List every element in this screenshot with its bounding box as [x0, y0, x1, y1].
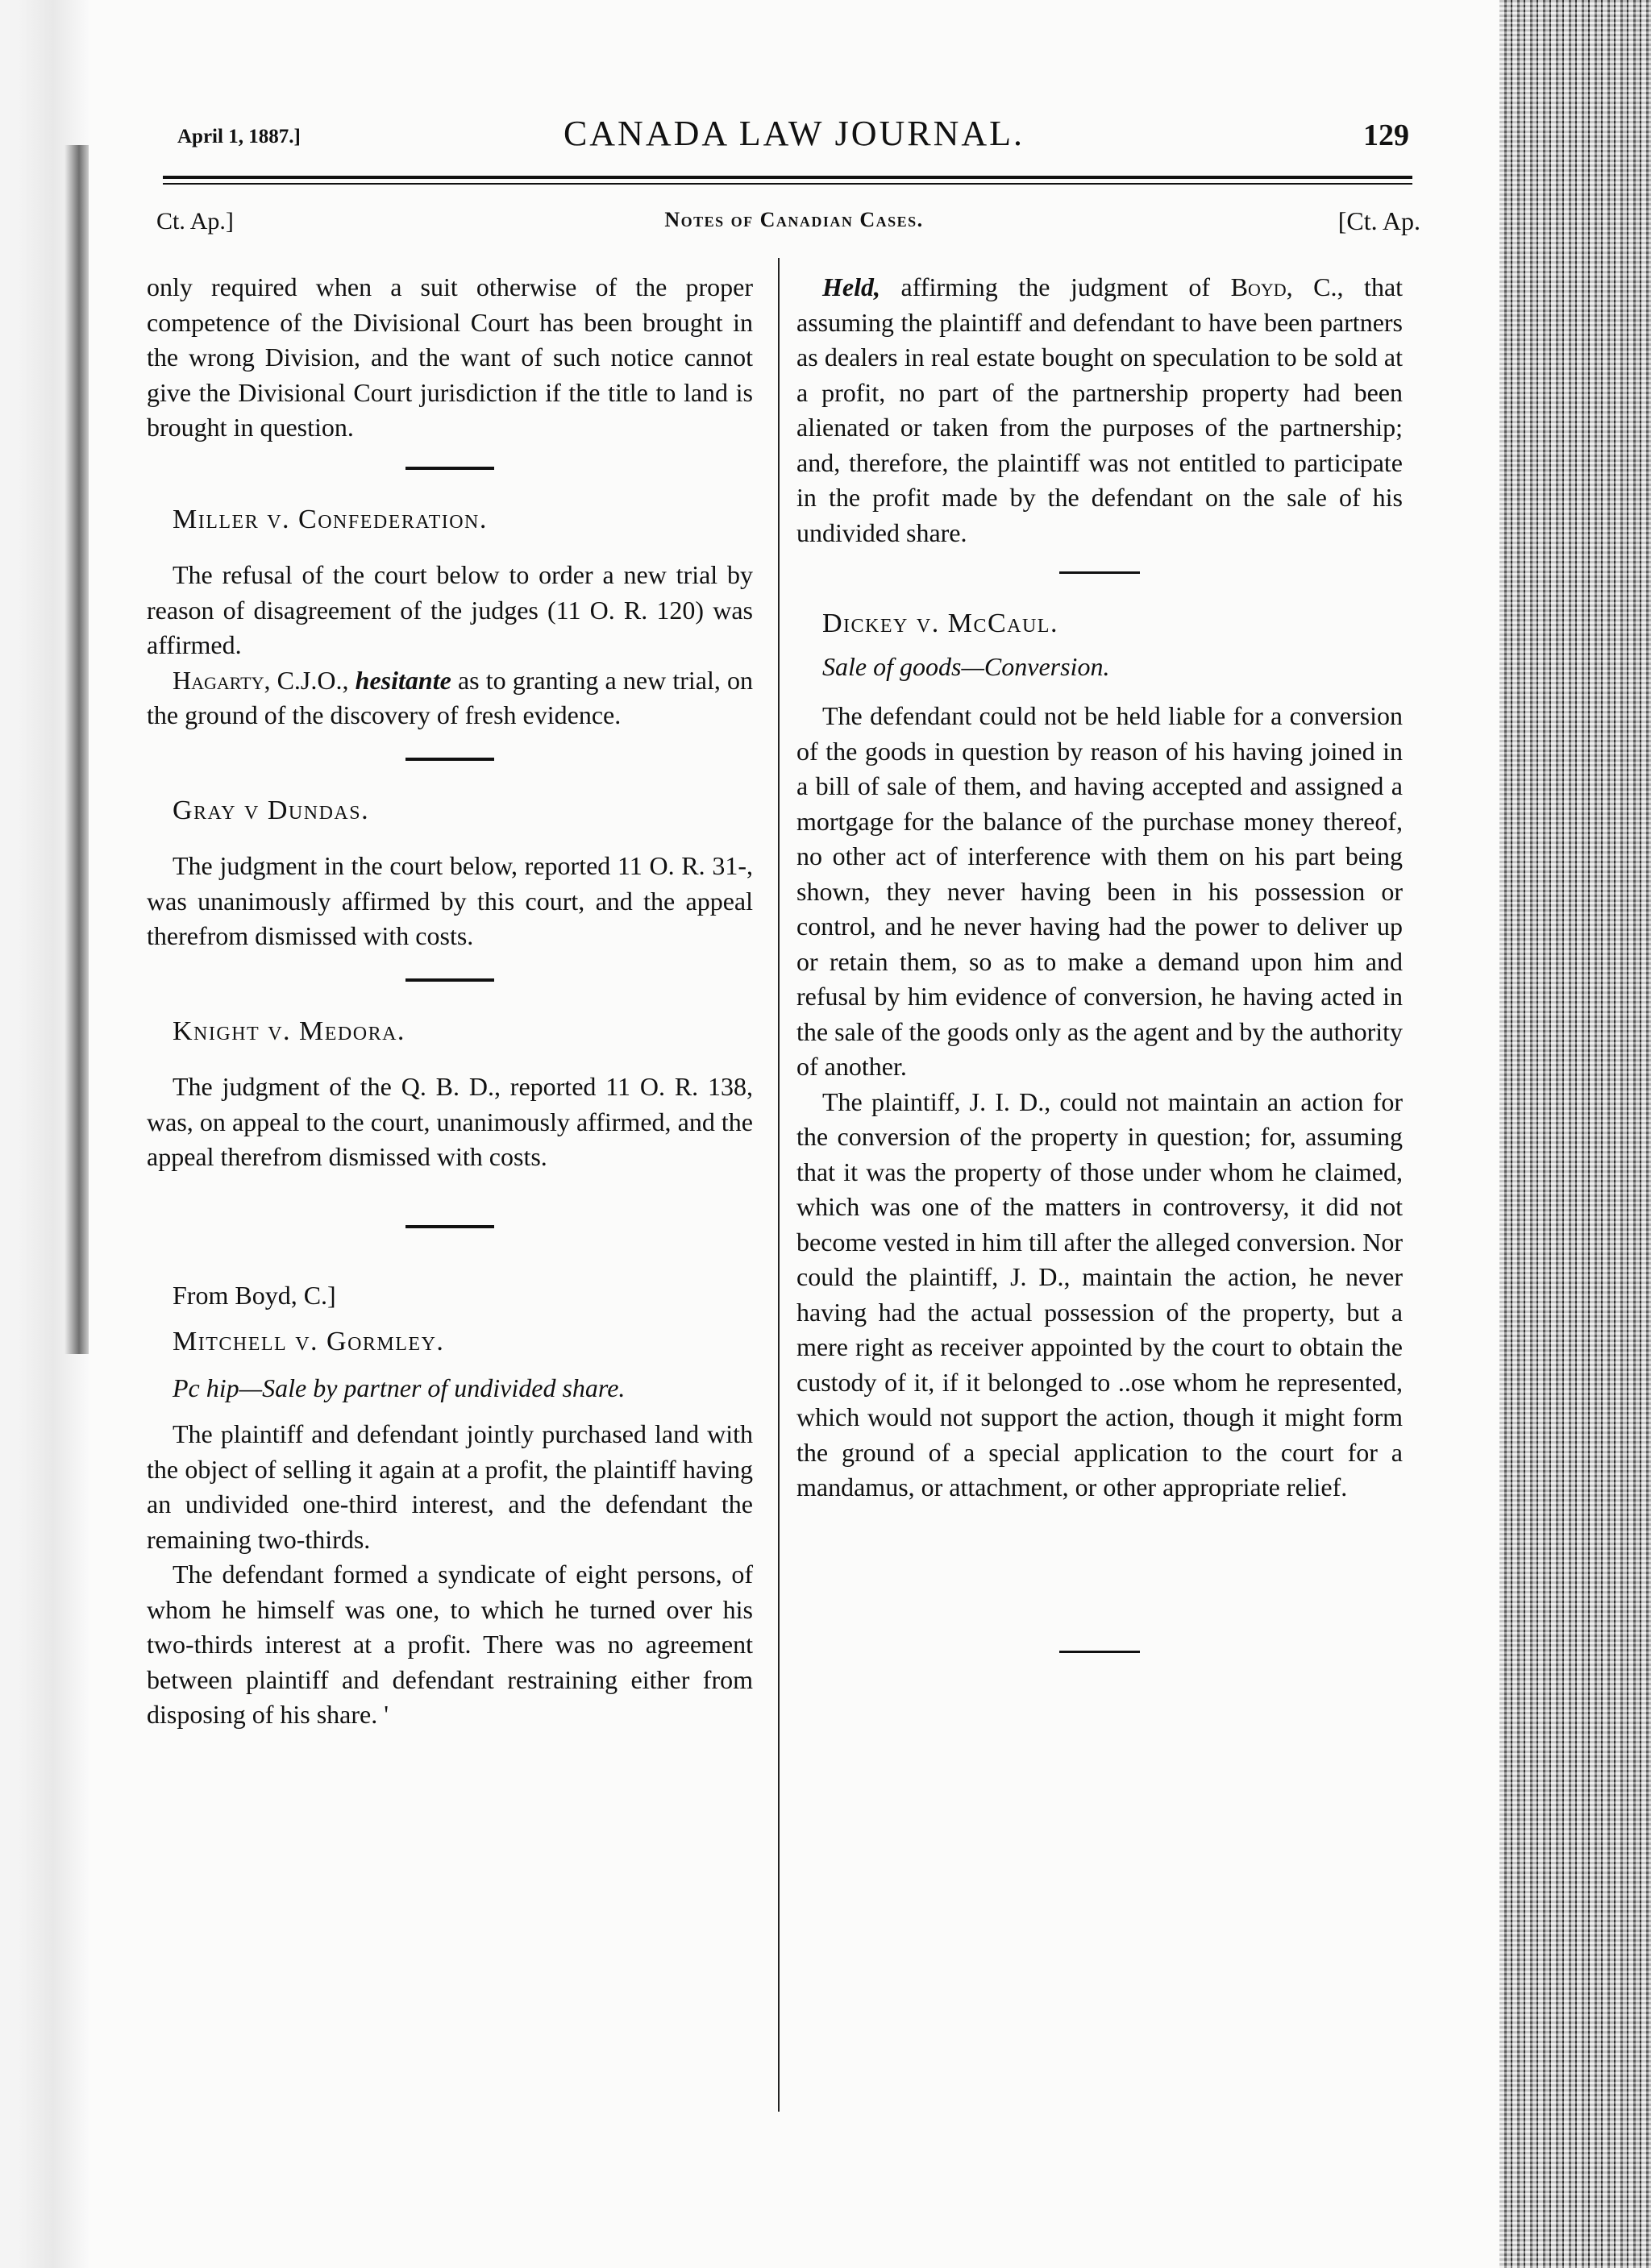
case-paragraph: The defendant formed a syndicate of eight persons, of whom he himself was one, to which he turned over his two-thirds interest at a profit. There was no agreement between plaintiff and defendant restraining either from disposing of his share. ': [147, 1560, 753, 1729]
case-paragraph: The refusal of the court below to order a new trial by reason of disagreement of the judges (11 O. R. 120) was affirmed.: [147, 560, 753, 659]
court-label-left: Ct. Ap.]: [156, 208, 234, 235]
italic-term: hesitante: [355, 665, 451, 695]
column-divider: [778, 258, 780, 2112]
case-paragraph: The plaintiff and defendant jointly purchased land with the object of selling it again at a profit, the plaintiff having an undivided one-third interest, and the defendant the remaining two-thirds.: [147, 1419, 753, 1554]
case-title-miller: Miller v. Confederation.: [173, 504, 488, 534]
scan-right-edge: [1499, 0, 1651, 2268]
court-label-right: [Ct. Ap.: [1337, 206, 1420, 235]
case-paragraph: The judgment in the court below, reported 11 O. R. 31-, was unanimously affirmed by this court, and the appeal therefrom dismissed with costs.: [147, 851, 753, 950]
case-title-gray: Gray v Dundas.: [173, 795, 370, 825]
section-title: Notes of Canadian Cases.: [664, 208, 924, 231]
held-label: Held,: [822, 272, 880, 301]
header-rule-bottom: [163, 183, 1412, 185]
paragraph-text: affirming the judgment of: [900, 272, 1211, 301]
left-column: [147, 270, 753, 1733]
continued-paragraph: only required when a suit otherwise of the proper competence of the Divisional Court has been brought in the wrong Division, and the want of such notice cannot give the Divisional Court jurisdiction if the title to land is brought in question.: [147, 272, 753, 442]
issue-date: April 1, 1887.]: [177, 126, 301, 147]
header-rule-top: [163, 176, 1412, 179]
case-title-knight: Knight v. Medora.: [173, 1016, 405, 1046]
journal-page: [89, 0, 1499, 2268]
judge-name: Hagarty, C.J.O.,: [173, 665, 349, 695]
case-paragraph: [147, 663, 753, 733]
paragraph-text: that assuming the plaintiff and defendant to have been partners as dealers in real estate bought on speculation to be sold at a profit, no part of the partnership property had been alienated or taken from the purposes of the partnership; and, therefore, the plaintiff was not entitled to participate in the profit made by the defendant on the sale of his undivided share.: [796, 272, 1404, 547]
judge-name: Boyd, C.,: [1230, 272, 1344, 301]
case-title-mitchell: Mitchell v. Gormley.: [173, 1327, 445, 1356]
appeal-source: From Boyd, C.]: [173, 1280, 336, 1310]
case-title-dickey: Dickey v. McCaul.: [822, 609, 1058, 638]
case-subhead: Sale of goods—Conversion.: [822, 651, 1110, 681]
held-paragraph: [796, 270, 1403, 550]
running-head: [89, 113, 1499, 161]
right-column: [796, 270, 1403, 1653]
section-head: [89, 206, 1499, 239]
case-subhead: Pc hip—Sale by partner of undivided share.: [173, 1373, 626, 1402]
case-paragraph: The judgment of the Q. B. D., reported 11 O. R. 138, was, on appeal to the court, unanimously affirmed, and the appeal therefrom dismissed with costs.: [147, 1072, 753, 1171]
case-paragraph: The defendant could not be held liable for a conversion of the goods in question by reason of his having joined in a bill of sale of them, and having accepted and assigned a mortgage for the balance of the purchase money thereof, no other act of interference with them on his part being shown, they never having been in his possession or control, and he never having had the power to deliver up or retain them, so as to make a demand upon him and refusal by him evidence of conversion, he having acted in the sale of the goods only as the agent and by the authority of another.: [796, 701, 1403, 1081]
page-number: 129: [1363, 118, 1409, 152]
end-separator: [1059, 1651, 1140, 1653]
journal-title: CANADA LAW JOURNAL.: [563, 114, 1025, 153]
case-paragraph: The plaintiff, J. I. D., could not maintain an action for the conversion of the property in question; for, assuming that it was the property of those under whom he claimed, which was one of the matters in controversy, it did not become vested in him till after the alleged conversion. Nor could the plaintiff, J. D., maintain the action, he never having had the actual possession of the property, but a mere right as receiver appointed by the court to obtain the custody of it, if it belonged to ..ose whom he represented, which would not support the action, though it might form the ground of a special application to the court for a mandamus, or attachment, or other appropriate relief.: [796, 1086, 1403, 1502]
paragraph-text: as to granting a new trial, on the ground of the discovery of fresh evidence.: [147, 665, 754, 729]
